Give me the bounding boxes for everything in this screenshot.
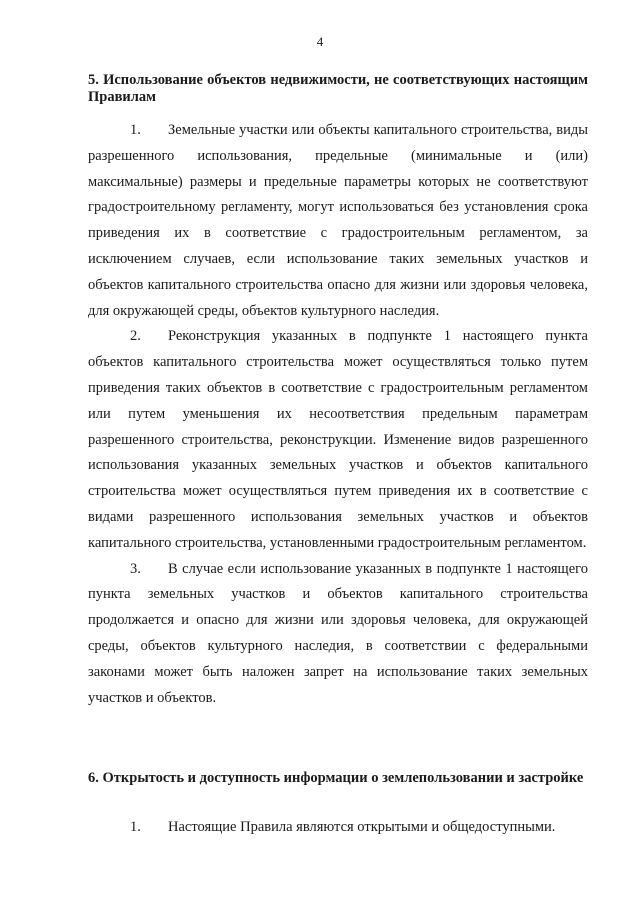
- section-body-6: [88, 815, 588, 841]
- paragraph-text: Настоящие Правила являются открытыми и общедоступными.: [168, 819, 556, 835]
- section-body-5: [88, 118, 588, 711]
- paragraph-number: 1.: [130, 819, 141, 835]
- paragraph-text: В случае если использование указанных в подпункте 1 настоящего пункта земельных участков и объектов капитального строительства продолжается и опасно для жизни или здоровья человека, для окружающей среды, объектов культурного наследия, в соответствии с федеральными законами может быть наложен запрет на использование таких земельных участков и объектов.: [88, 560, 588, 706]
- page-number: 4: [316, 34, 324, 49]
- section-heading-5: 5. Использование объектов недвижимости, не соответствующих настоящим Правилам: [88, 72, 588, 105]
- paragraph: [88, 557, 588, 712]
- paragraph-number: 1.: [130, 122, 141, 138]
- paragraph-number: 2.: [130, 328, 141, 345]
- paragraph-text: Земельные участки или объекты капитального строительства, виды разрешенного использования, предельные (минимальные и (или) максимальные) размеры и предельные параметры которых не соответствуют градостроительному регламенту, могут использоваться без установления срока приведения их в соответствие с градостроительным регламентом, за исключением случаев, если использование таких земельных участков и объектов капитального строительства опасно для жизни или здоровья человека, для окружающей среды, объектов культурного наследия.: [88, 122, 588, 319]
- section-heading-6: 6. Открытость и доступность информации о землепользовании и застройке: [88, 770, 584, 786]
- paragraph: [88, 324, 588, 556]
- paragraph: [88, 815, 588, 841]
- paragraph-number: 3.: [130, 560, 141, 577]
- paragraph: [88, 118, 588, 324]
- paragraph-text: Реконструкция указанных в подпункте 1 настоящего пункта объектов капитального строительства может осуществляться только путем приведения таких объектов в соответствие с градостроительным регламентом или путем уменьшения их несоответствия предельным параметрам разрешенного строительства, реконструкции. Изменение видов разрешенного использования указанных земельных участков и объектов капитального строительства может осуществляться путем приведения их в соответствие с видами разрешенного использования земельных участков и объектов капитального строительства, установленными градостроительным регламентом.: [88, 328, 588, 551]
